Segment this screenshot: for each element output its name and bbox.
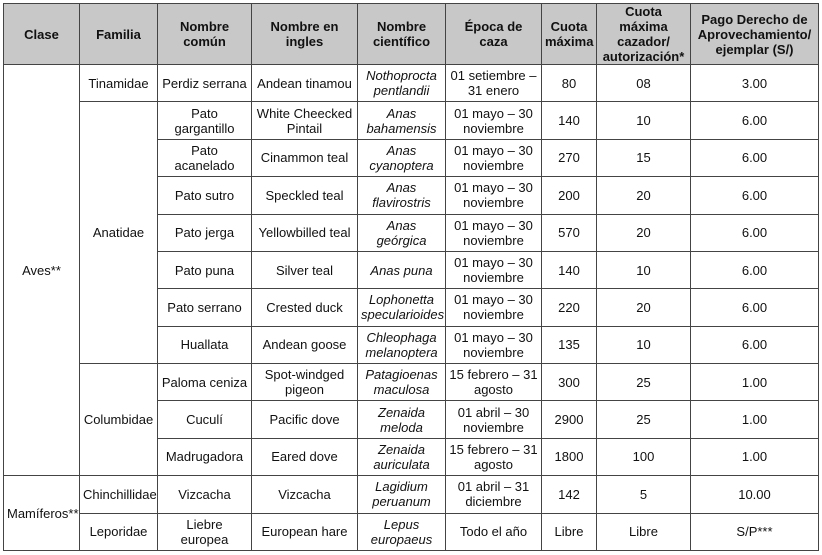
english-name-cell: European hare	[252, 513, 358, 551]
fee-cell: S/P***	[691, 513, 819, 551]
fee-cell: 6.00	[691, 102, 819, 139]
hunter-quota-cell: 5	[597, 476, 691, 513]
scientific-name-cell: Anas flavirostris	[358, 177, 446, 214]
hunter-quota-cell: 08	[597, 65, 691, 102]
fee-cell: 1.00	[691, 438, 819, 475]
hunter-quota-cell: 20	[597, 214, 691, 251]
fee-cell: 3.00	[691, 65, 819, 102]
header-cell: Pago Derecho de Aprovechamiento/ ejemplar (S/)	[691, 4, 819, 65]
scientific-name-cell: Anas geórgica	[358, 214, 446, 251]
hunting-season-cell: 15 febrero – 31 agosto	[446, 438, 542, 475]
header-row	[4, 4, 819, 65]
common-name-cell: Liebre europea	[158, 513, 252, 551]
scientific-name-cell: Zenaida auriculata	[358, 438, 446, 475]
english-name-cell: White Cheecked Pintail	[252, 102, 358, 139]
header-cell: Clase	[4, 4, 80, 65]
fee-cell: 6.00	[691, 289, 819, 326]
english-name-cell: Eared dove	[252, 438, 358, 475]
scientific-name-cell: Chleophaga melanoptera	[358, 326, 446, 363]
scientific-name-cell: Nothoprocta pentlandii	[358, 65, 446, 102]
hunter-quota-cell: 15	[597, 139, 691, 176]
scientific-name-cell: Patagioenas maculosa	[358, 364, 446, 401]
max-quota-cell: 2900	[542, 401, 597, 438]
common-name-cell: Madrugadora	[158, 438, 252, 475]
family-cell: Leporidae	[80, 513, 158, 551]
hunter-quota-cell: 20	[597, 289, 691, 326]
class-cell: Mamíferos**	[4, 476, 80, 551]
fee-cell: 6.00	[691, 177, 819, 214]
english-name-cell: Vizcacha	[252, 476, 358, 513]
hunting-season-cell: 01 mayo – 30 noviembre	[446, 102, 542, 139]
table-row	[4, 102, 819, 139]
scientific-name-cell: Anas bahamensis	[358, 102, 446, 139]
scientific-name-cell: Anas cyanoptera	[358, 139, 446, 176]
fee-cell: 1.00	[691, 364, 819, 401]
max-quota-cell: 270	[542, 139, 597, 176]
max-quota-cell: 140	[542, 102, 597, 139]
english-name-cell: Crested duck	[252, 289, 358, 326]
table-row	[4, 65, 819, 102]
family-cell: Chinchillidae	[80, 476, 158, 513]
hunting-season-cell: 15 febrero – 31 agosto	[446, 364, 542, 401]
common-name-cell: Pato puna	[158, 251, 252, 288]
fee-cell: 6.00	[691, 214, 819, 251]
common-name-cell: Cuculí	[158, 401, 252, 438]
common-name-cell: Vizcacha	[158, 476, 252, 513]
common-name-cell: Pato acanelado	[158, 139, 252, 176]
hunter-quota-cell: 100	[597, 438, 691, 475]
english-name-cell: Cinammon teal	[252, 139, 358, 176]
max-quota-cell: 300	[542, 364, 597, 401]
hunting-season-cell: 01 mayo – 30 noviembre	[446, 326, 542, 363]
header-cell: Familia	[80, 4, 158, 65]
header-cell: Nombre científico	[358, 4, 446, 65]
hunting-season-cell: 01 mayo – 30 noviembre	[446, 139, 542, 176]
hunter-quota-cell: 25	[597, 364, 691, 401]
header-cell: Época de caza	[446, 4, 542, 65]
header-cell: Nombre en ingles	[252, 4, 358, 65]
hunting-quota-table	[3, 3, 819, 551]
max-quota-cell: 135	[542, 326, 597, 363]
hunting-season-cell: 01 mayo – 30 noviembre	[446, 214, 542, 251]
max-quota-cell: 142	[542, 476, 597, 513]
hunter-quota-cell: 10	[597, 326, 691, 363]
fee-cell: 6.00	[691, 251, 819, 288]
common-name-cell: Pato gargantillo	[158, 102, 252, 139]
common-name-cell: Huallata	[158, 326, 252, 363]
scientific-name-cell: Lepus europaeus	[358, 513, 446, 551]
fee-cell: 10.00	[691, 476, 819, 513]
english-name-cell: Yellowbilled teal	[252, 214, 358, 251]
max-quota-cell: 220	[542, 289, 597, 326]
english-name-cell: Speckled teal	[252, 177, 358, 214]
max-quota-cell: 570	[542, 214, 597, 251]
header-cell: Cuota máxima cazador/ autorización*	[597, 4, 691, 65]
max-quota-cell: Libre	[542, 513, 597, 551]
max-quota-cell: 80	[542, 65, 597, 102]
table-row	[4, 364, 819, 401]
table-body	[4, 65, 819, 551]
header-cell: Cuota máxima	[542, 4, 597, 65]
hunting-season-cell: Todo el año	[446, 513, 542, 551]
table-row	[4, 513, 819, 551]
family-cell: Anatidae	[80, 102, 158, 364]
table-row	[4, 476, 819, 513]
max-quota-cell: 1800	[542, 438, 597, 475]
scientific-name-cell: Anas puna	[358, 251, 446, 288]
family-cell: Columbidae	[80, 364, 158, 476]
scientific-name-cell: Zenaida meloda	[358, 401, 446, 438]
fee-cell: 6.00	[691, 139, 819, 176]
common-name-cell: Pato sutro	[158, 177, 252, 214]
english-name-cell: Silver teal	[252, 251, 358, 288]
hunting-season-cell: 01 mayo – 30 noviembre	[446, 177, 542, 214]
common-name-cell: Pato jerga	[158, 214, 252, 251]
scientific-name-cell: Lophonetta specularioides	[358, 289, 446, 326]
english-name-cell: Andean tinamou	[252, 65, 358, 102]
fee-cell: 6.00	[691, 326, 819, 363]
scientific-name-cell: Lagidium peruanum	[358, 476, 446, 513]
hunting-season-cell: 01 mayo – 30 noviembre	[446, 251, 542, 288]
family-cell: Tinamidae	[80, 65, 158, 102]
hunting-season-cell: 01 mayo – 30 noviembre	[446, 289, 542, 326]
max-quota-cell: 140	[542, 251, 597, 288]
hunter-quota-cell: 25	[597, 401, 691, 438]
hunter-quota-cell: 10	[597, 102, 691, 139]
english-name-cell: Spot-windged pigeon	[252, 364, 358, 401]
hunter-quota-cell: Libre	[597, 513, 691, 551]
english-name-cell: Pacific dove	[252, 401, 358, 438]
fee-cell: 1.00	[691, 401, 819, 438]
hunting-season-cell: 01 abril – 30 noviembre	[446, 401, 542, 438]
hunter-quota-cell: 20	[597, 177, 691, 214]
hunter-quota-cell: 10	[597, 251, 691, 288]
max-quota-cell: 200	[542, 177, 597, 214]
hunting-season-cell: 01 setiembre – 31 enero	[446, 65, 542, 102]
common-name-cell: Perdiz serrana	[158, 65, 252, 102]
english-name-cell: Andean goose	[252, 326, 358, 363]
common-name-cell: Paloma ceniza	[158, 364, 252, 401]
header-cell: Nombre común	[158, 4, 252, 65]
hunting-season-cell: 01 abril – 31 diciembre	[446, 476, 542, 513]
class-cell: Aves**	[4, 65, 80, 476]
common-name-cell: Pato serrano	[158, 289, 252, 326]
